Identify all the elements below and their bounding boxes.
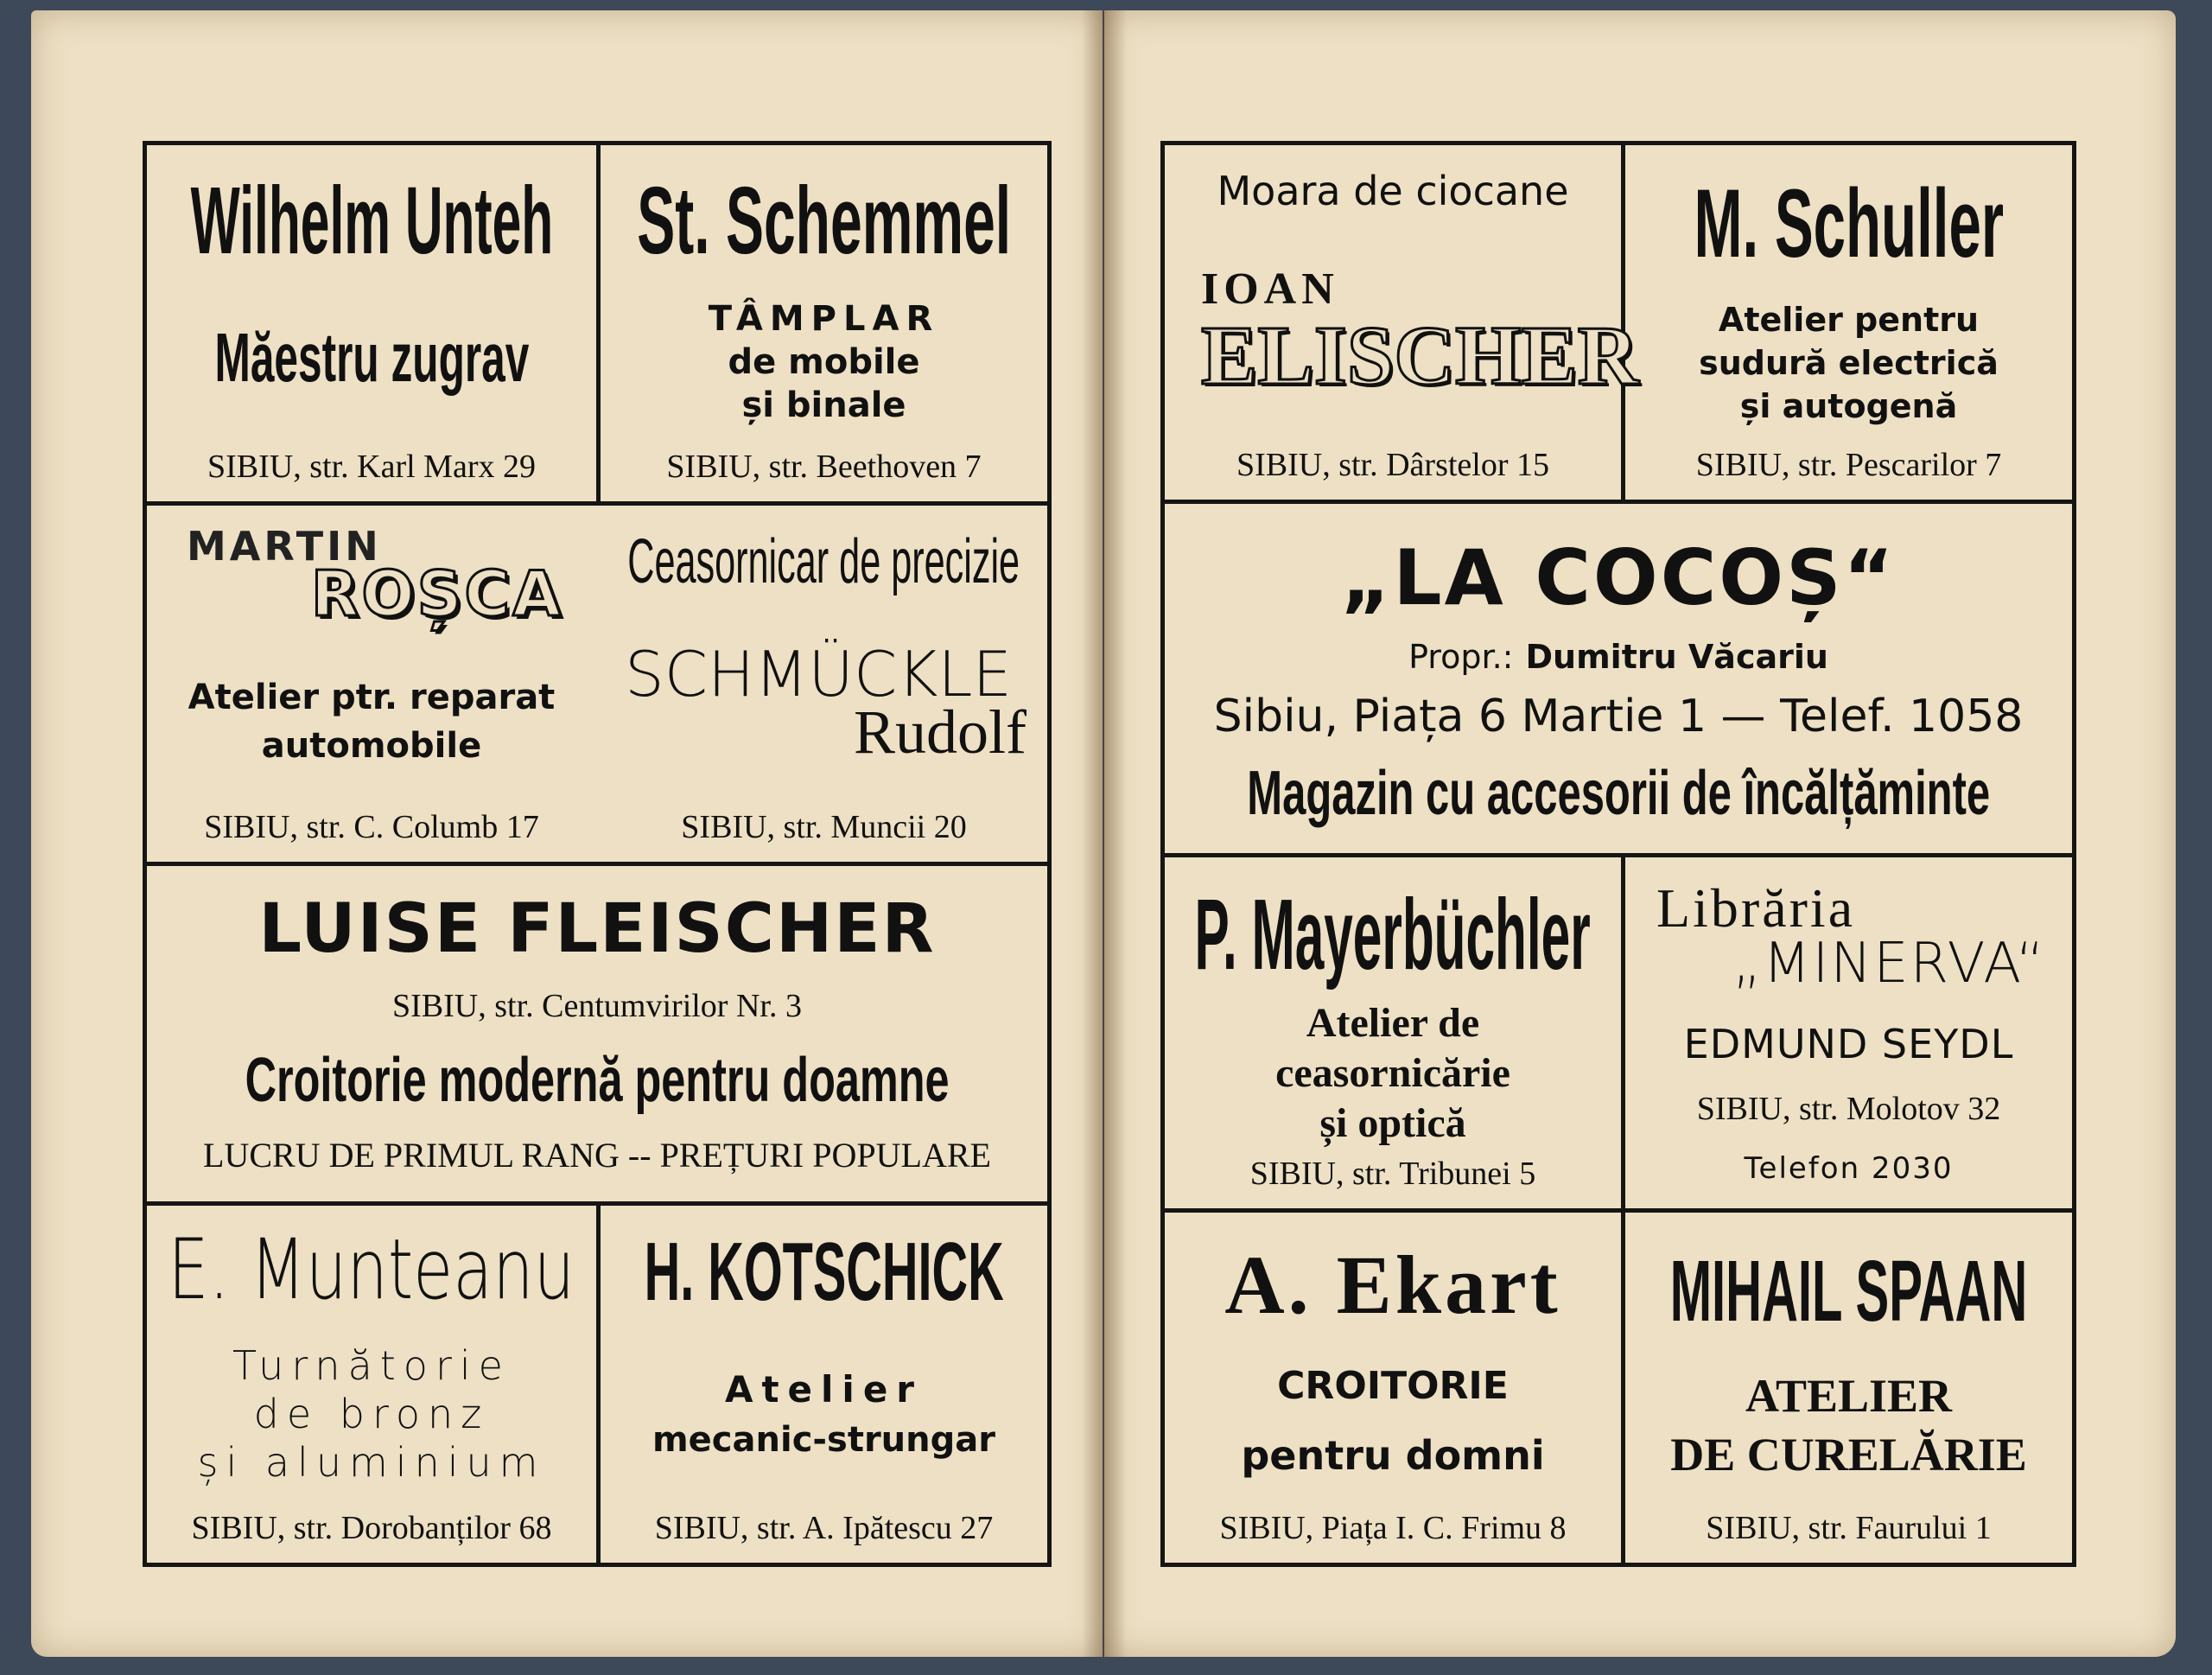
ad-m-schuller: [1625, 145, 2072, 500]
ad-name: MIHAIL SPAAN: [1669, 1243, 2028, 1340]
ad-wilhelm-unteh: [147, 145, 596, 501]
ad-st-schemmel: [601, 145, 1047, 501]
ad-name: A. Ekart: [1224, 1239, 1561, 1331]
ad-address: SIBIU, Piața I. C. Frimu 8: [1219, 1510, 1567, 1546]
ad-trade: ATELIER: [1745, 1370, 1953, 1422]
ad-address: SIBIU, str. A. Ipătescu 27: [654, 1510, 994, 1546]
ad-name: „LA COCOȘ“: [1340, 533, 1897, 622]
ad-schmuckle-rudolf: [601, 506, 1047, 862]
ad-la-cocos: [1165, 504, 2072, 853]
ad-address: SIBIU, str. Molotov 32: [1696, 1091, 2001, 1128]
ad-p-mayerbuchler: [1165, 857, 1621, 1208]
ad-trade: Magazin cu accesorii de încălțăminte: [1247, 758, 1990, 828]
ad-trade: Atelier: [724, 1367, 924, 1411]
ad-address: Sibiu, Piața 6 Martie 1 — Telef. 1058: [1213, 691, 2024, 743]
ad-trade: Turnătorie: [232, 1341, 511, 1389]
ad-trade: de mobile: [728, 341, 920, 382]
ad-name: Wilhelm Unteh: [190, 168, 553, 274]
ad-trade: TÂMPLAR: [708, 298, 940, 339]
ad-address: SIBIU, str. Faurului 1: [1706, 1510, 1992, 1546]
ad-trade: Măestru zugrav: [214, 318, 529, 396]
ad-trade: Atelier de: [1306, 1000, 1480, 1046]
ad-trade: sudură electrică: [1699, 343, 1999, 382]
ad-name: Librăria: [1656, 877, 1856, 939]
ad-name: St. Schemmel: [637, 168, 1011, 274]
ad-owner: Dumitru Văcariu: [1525, 637, 1828, 676]
ad-trade: ceasornicărie: [1275, 1050, 1510, 1096]
ad-trade: Atelier pentru: [1718, 300, 1980, 339]
ad-name: ROȘCA: [310, 557, 563, 630]
ad-name: H. KOTSCHICK: [644, 1226, 1004, 1318]
ad-name: „MINERVA“: [1732, 932, 2046, 996]
ad-address: SIBIU, str. Tribunei 5: [1249, 1156, 1536, 1192]
ad-mihail-spaan: [1625, 1213, 2072, 1563]
ad-name: ELISCHER: [1201, 309, 1639, 403]
ad-trade: automobile: [261, 726, 482, 766]
ad-h-kotschick: [601, 1206, 1047, 1563]
ad-address: SIBIU, str. Dorobanților 68: [191, 1510, 552, 1546]
ad-trade: de bronz: [253, 1390, 490, 1437]
ad-martin-rosca: [147, 506, 596, 862]
ad-address: SIBIU, str. Pescarilor 7: [1695, 447, 2002, 483]
ad-slogan: LUCRU DE PRIMUL RANG -- PREȚURI POPULARE: [203, 1135, 991, 1175]
ad-address: SIBIU, str. Dârstelor 15: [1236, 447, 1550, 483]
ad-luise-fleischer: [147, 866, 1047, 1201]
ad-trade: și optică: [1319, 1100, 1466, 1146]
ad-name: E. Munteanu: [168, 1221, 575, 1318]
ad-e-munteanu: [147, 1206, 596, 1563]
ad-address: SIBIU, str. C. Columb 17: [204, 809, 539, 845]
ad-trade: CROITORIE: [1277, 1364, 1509, 1408]
ad-owner: EDMUND SEYDL: [1683, 1020, 2014, 1067]
ad-trade: și binale: [741, 385, 906, 425]
ad-trade: Atelier ptr. reparat: [188, 678, 556, 717]
ad-trade: și aluminium: [197, 1438, 546, 1486]
ad-trade: DE CURELĂRIE: [1670, 1429, 2027, 1481]
ad-libraria-minerva: [1625, 857, 2072, 1208]
ad-name: MARTIN: [187, 523, 382, 570]
ad-trade: și autogenă: [1739, 386, 1958, 425]
ad-owner-label: Propr.:: [1408, 637, 1514, 676]
ad-trade: Ceasornicar de precizie: [627, 527, 1020, 596]
ad-trade: Croitorie modernă pentru doamne: [245, 1045, 950, 1115]
ad-name: Rudolf: [853, 697, 1027, 767]
book-gutter: [1082, 10, 1127, 1657]
ad-address: SIBIU, str. Karl Marx 29: [207, 449, 536, 485]
ad-trade: Moara de ciocane: [1217, 168, 1569, 214]
ad-name: IOAN: [1201, 264, 1339, 314]
ad-name: LUISE FLEISCHER: [258, 890, 936, 968]
ad-name: M. Schuller: [1694, 169, 2004, 277]
ad-trade: pentru domni: [1241, 1432, 1545, 1479]
ad-name: P. Mayerbüchler: [1194, 878, 1592, 990]
ad-address: SIBIU, str. Centumvirilor Nr. 3: [392, 988, 802, 1025]
ad-address: SIBIU, str. Beethoven 7: [666, 449, 982, 485]
ad-trade: mecanic-strungar: [652, 1419, 995, 1460]
ad-name: SCHMÜCKLE: [625, 638, 1013, 710]
ad-address: SIBIU, str. Muncii 20: [681, 809, 967, 845]
ad-ioan-elischer: [1165, 145, 1639, 500]
ad-a-ekart: [1165, 1213, 1621, 1563]
ad-phone: Telefon 2030: [1744, 1150, 1954, 1186]
